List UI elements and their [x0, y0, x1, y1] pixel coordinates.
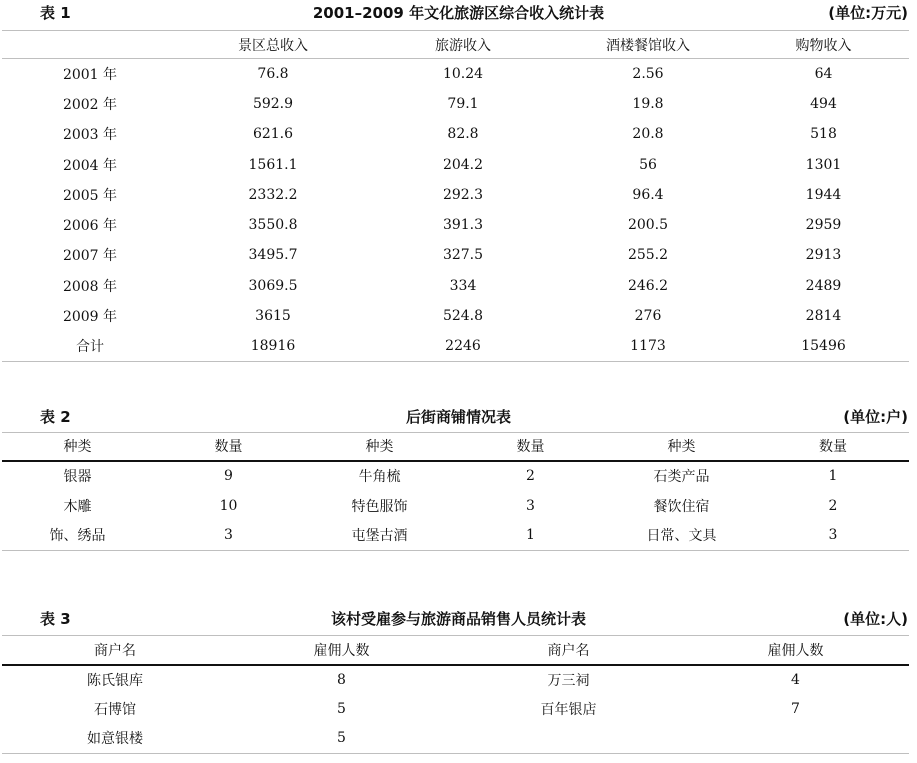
table1-cell: 3550.8: [248, 217, 298, 234]
table1-header-cell: [2, 31, 178, 59]
table1-cell: 292.3: [442, 186, 484, 203]
table1-cell: 2002 年: [62, 96, 118, 113]
table3-cell: 8: [337, 671, 346, 688]
table2-cell: 饰、绣品: [49, 528, 106, 545]
table1-cell: 2001 年: [62, 66, 118, 83]
table2-cell: 3: [224, 527, 233, 544]
table1-number: 表 1: [40, 4, 71, 22]
table2-cell: 3: [526, 497, 535, 514]
table1-cell: 621.6: [252, 126, 294, 143]
table1-cell: 327.5: [442, 247, 484, 264]
table1-cell: 200.5: [627, 217, 669, 234]
table1-row: [2, 119, 909, 149]
table3-cell: 4: [791, 671, 800, 688]
table2-cell: 牛角梳: [358, 469, 401, 485]
table1-cell: 2006 年: [62, 218, 118, 235]
table2-cell: 1: [828, 468, 838, 484]
table3-caption: [0, 606, 917, 630]
table1-cell: 1944: [805, 186, 842, 203]
table1-cell: 56: [639, 156, 657, 173]
table2-cell: 9: [224, 468, 233, 484]
table3-header-cell: 商户名: [94, 642, 136, 659]
table1-row: [2, 149, 909, 179]
table1-cell: 2.56: [632, 65, 664, 82]
table1-cell: 524.8: [442, 308, 484, 325]
table2-header-cell: 种类: [667, 439, 696, 456]
table1-cell: 19.8: [632, 95, 664, 112]
table1-cell: 2959: [805, 217, 842, 234]
table3-cell: 万三祠: [547, 672, 590, 689]
table1-row: [2, 180, 909, 210]
table1-cell: 1301: [805, 156, 842, 173]
table3-cell: 7: [791, 700, 800, 717]
table3-cell: [682, 724, 909, 754]
table1-cell: 204.2: [442, 156, 484, 173]
table1-cell: 592.9: [252, 95, 294, 112]
table3-unit: (单位:人): [843, 610, 908, 628]
table1-cell: 3495.7: [248, 247, 298, 264]
table1-cell: 2814: [805, 308, 842, 325]
table2-cell: 2: [526, 468, 535, 484]
table1-cell: 10.24: [442, 65, 484, 82]
table2-cell: 屯堡古酒: [351, 528, 408, 545]
table1-cell: 2009 年: [62, 309, 118, 326]
table1: [2, 30, 909, 362]
table3-cell: 陈氏银库: [87, 672, 143, 689]
table1-row: [2, 331, 909, 361]
table3-cell: 百年银店: [540, 701, 597, 718]
table1-cell: 18916: [250, 338, 296, 355]
table1-cell: 1561.1: [248, 156, 298, 173]
table2-cell: 木雕: [63, 498, 92, 515]
table1-cell: 79.1: [447, 95, 479, 112]
table2-row: [2, 491, 909, 521]
table3-cell: 如意银楼: [87, 731, 143, 747]
table1-cell: 2003 年: [62, 127, 118, 144]
table2-cell: 日常、文具: [646, 528, 717, 545]
table2-cell: 银器: [63, 469, 92, 485]
table1-cell: 2489: [805, 277, 842, 294]
table3-row: [2, 665, 909, 695]
table1-row: [2, 210, 909, 240]
table1-cell: 518: [810, 126, 837, 143]
table1-cell: 76.8: [257, 65, 289, 82]
table1-row: [2, 301, 909, 331]
table3: [2, 635, 909, 754]
table2-caption: [0, 404, 917, 428]
table3-cell: 5: [337, 730, 346, 746]
table2-cell: 2: [828, 497, 838, 514]
table2-cell: 3: [828, 527, 838, 544]
table1-row: [2, 240, 909, 270]
table2-cell: 石类产品: [653, 469, 710, 485]
table1-cell: 276: [634, 308, 662, 325]
table1-header-cell: 景区总收入: [238, 37, 308, 54]
table3-header-cell: 雇佣人数: [313, 642, 370, 659]
table2-cell: 餐饮住宿: [653, 498, 710, 515]
table1-cell: 334: [449, 277, 477, 294]
table3-number: 表 3: [40, 610, 71, 628]
table2-header-cell: 种类: [63, 439, 92, 456]
table2-cell: 特色服饰: [351, 498, 408, 515]
table1-unit: (单位:万元): [828, 4, 908, 22]
table2: [2, 432, 909, 551]
table2-row: [2, 521, 909, 551]
table2-header-cell: 数量: [819, 439, 847, 456]
table1-row: [2, 59, 909, 89]
table1-cell: 255.2: [627, 247, 669, 264]
table1-cell: 2007 年: [62, 248, 118, 265]
table1-cell: 2008 年: [62, 278, 118, 295]
table1-cell: 96.4: [632, 186, 664, 203]
table1-header-cell: 购物收入: [795, 37, 852, 54]
table2-title: 后街商铺情况表: [405, 408, 511, 426]
table1-title: 2001–2009 年文化旅游区综合收入统计表: [312, 4, 605, 22]
table1-row: [2, 89, 909, 119]
table1-cell: 20.8: [632, 126, 664, 143]
table3-row: [2, 724, 909, 754]
table1-cell: 2246: [445, 338, 481, 355]
table2-number: 表 2: [40, 408, 71, 426]
table1-cell: 2332.2: [248, 186, 298, 203]
table1-cell: 2004 年: [62, 157, 118, 174]
table3-cell: 石博馆: [94, 701, 136, 718]
table1-cell: 合计: [76, 339, 104, 356]
table2-header-cell: 数量: [214, 439, 243, 456]
table1-header-row: [2, 31, 909, 59]
table3-cell: 5: [337, 700, 346, 717]
table1-cell: 2005 年: [62, 187, 118, 204]
table1-cell: 391.3: [442, 217, 484, 234]
table1-cell: 64: [814, 65, 833, 82]
table3-cell: [455, 724, 682, 754]
table3-title: 该村受雇参与旅游商品销售人员统计表: [330, 610, 586, 628]
table1-cell: 15496: [801, 338, 846, 355]
table1-cell: 3615: [255, 308, 291, 325]
table1-cell: 82.8: [447, 126, 479, 143]
table1-caption: [0, 0, 917, 24]
table1-row: [2, 271, 909, 301]
table2-unit: (单位:户): [843, 408, 908, 426]
table2-header-row: [2, 433, 909, 461]
table3-header-row: [2, 636, 909, 665]
table3-header-cell: 雇佣人数: [767, 642, 824, 659]
table1-header-cell: 酒楼餐馆收入: [606, 37, 690, 54]
table2-header-cell: 种类: [365, 439, 394, 456]
table2-row: [2, 461, 909, 491]
table1-cell: 1173: [630, 338, 666, 355]
table3-header-cell: 商户名: [547, 642, 590, 659]
table2-cell: 10: [219, 497, 238, 514]
table2-header-cell: 数量: [516, 439, 545, 456]
table1-cell: 3069.5: [248, 277, 298, 294]
table1-cell: 246.2: [627, 277, 669, 294]
table1-header-cell: 旅游收入: [435, 37, 491, 54]
table1-cell: 2913: [805, 247, 842, 264]
table3-row: [2, 694, 909, 724]
table1-cell: 494: [810, 95, 837, 112]
table2-cell: 1: [526, 527, 535, 544]
